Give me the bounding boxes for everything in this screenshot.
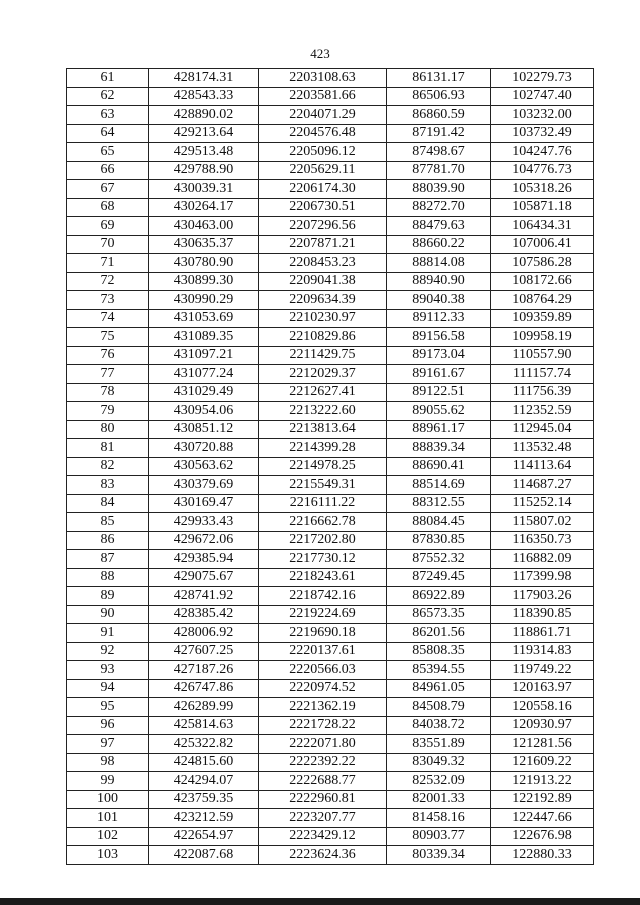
value-a-cell: 425322.82	[149, 735, 259, 754]
value-a-cell: 422087.68	[149, 846, 259, 865]
table-row	[67, 198, 594, 217]
table-row	[67, 235, 594, 254]
value-d-cell: 121281.56	[491, 735, 594, 754]
value-b-cell: 2204576.48	[259, 124, 387, 143]
value-a-cell: 428890.02	[149, 106, 259, 125]
value-a-cell: 429933.43	[149, 513, 259, 532]
value-b-cell: 2214978.25	[259, 457, 387, 476]
value-c-cell: 86131.17	[387, 69, 491, 88]
value-c-cell: 87249.45	[387, 568, 491, 587]
value-d-cell: 102747.40	[491, 87, 594, 106]
value-a-cell: 425814.63	[149, 716, 259, 735]
value-d-cell: 105318.26	[491, 180, 594, 199]
value-c-cell: 86922.89	[387, 587, 491, 606]
value-c-cell: 88940.90	[387, 272, 491, 291]
value-c-cell: 88084.45	[387, 513, 491, 532]
table-row	[67, 809, 594, 828]
value-b-cell: 2213222.60	[259, 402, 387, 421]
value-c-cell: 88961.17	[387, 420, 491, 439]
value-b-cell: 2205096.12	[259, 143, 387, 162]
value-a-cell: 430379.69	[149, 476, 259, 495]
value-c-cell: 88514.69	[387, 476, 491, 495]
value-b-cell: 2203581.66	[259, 87, 387, 106]
value-c-cell: 84508.79	[387, 698, 491, 717]
value-d-cell: 122880.33	[491, 846, 594, 865]
table-row	[67, 753, 594, 772]
index-cell: 86	[67, 531, 149, 550]
value-d-cell: 122447.66	[491, 809, 594, 828]
table-row	[67, 106, 594, 125]
index-cell: 66	[67, 161, 149, 180]
value-d-cell: 111157.74	[491, 365, 594, 384]
value-b-cell: 2213813.64	[259, 420, 387, 439]
table-row	[67, 217, 594, 236]
table-row	[67, 642, 594, 661]
value-a-cell: 429075.67	[149, 568, 259, 587]
value-b-cell: 2216111.22	[259, 494, 387, 513]
index-cell: 95	[67, 698, 149, 717]
table-row	[67, 402, 594, 421]
index-cell: 68	[67, 198, 149, 217]
value-c-cell: 82532.09	[387, 772, 491, 791]
value-c-cell: 89040.38	[387, 291, 491, 310]
value-a-cell: 429788.90	[149, 161, 259, 180]
table-row	[67, 624, 594, 643]
value-c-cell: 89112.33	[387, 309, 491, 328]
index-cell: 75	[67, 328, 149, 347]
value-d-cell: 115807.02	[491, 513, 594, 532]
value-d-cell: 119749.22	[491, 661, 594, 680]
value-d-cell: 118390.85	[491, 605, 594, 624]
table-row	[67, 328, 594, 347]
value-d-cell: 109958.19	[491, 328, 594, 347]
value-b-cell: 2209041.38	[259, 272, 387, 291]
index-cell: 62	[67, 87, 149, 106]
table-row	[67, 790, 594, 809]
table-row	[67, 605, 594, 624]
table-row	[67, 180, 594, 199]
value-d-cell: 103232.00	[491, 106, 594, 125]
value-c-cell: 89161.67	[387, 365, 491, 384]
value-d-cell: 114687.27	[491, 476, 594, 495]
index-cell: 94	[67, 679, 149, 698]
table-body	[67, 69, 594, 865]
table-row	[67, 124, 594, 143]
value-c-cell: 89122.51	[387, 383, 491, 402]
index-cell: 69	[67, 217, 149, 236]
value-b-cell: 2214399.28	[259, 439, 387, 458]
value-b-cell: 2207871.21	[259, 235, 387, 254]
value-a-cell: 430169.47	[149, 494, 259, 513]
value-b-cell: 2220974.52	[259, 679, 387, 698]
value-c-cell: 88839.34	[387, 439, 491, 458]
index-cell: 90	[67, 605, 149, 624]
value-a-cell: 429213.64	[149, 124, 259, 143]
value-b-cell: 2210829.86	[259, 328, 387, 347]
value-b-cell: 2223624.36	[259, 846, 387, 865]
value-d-cell: 121609.22	[491, 753, 594, 772]
index-cell: 63	[67, 106, 149, 125]
value-d-cell: 103732.49	[491, 124, 594, 143]
value-c-cell: 87552.32	[387, 550, 491, 569]
table-row	[67, 679, 594, 698]
value-c-cell: 89055.62	[387, 402, 491, 421]
value-a-cell: 430954.06	[149, 402, 259, 421]
value-d-cell: 106434.31	[491, 217, 594, 236]
value-a-cell: 423212.59	[149, 809, 259, 828]
value-b-cell: 2222688.77	[259, 772, 387, 791]
value-d-cell: 105871.18	[491, 198, 594, 217]
value-d-cell: 122676.98	[491, 827, 594, 846]
value-b-cell: 2222960.81	[259, 790, 387, 809]
value-d-cell: 122192.89	[491, 790, 594, 809]
table-row	[67, 735, 594, 754]
index-cell: 89	[67, 587, 149, 606]
value-a-cell: 431089.35	[149, 328, 259, 347]
value-a-cell: 428543.33	[149, 87, 259, 106]
value-b-cell: 2203108.63	[259, 69, 387, 88]
value-b-cell: 2210230.97	[259, 309, 387, 328]
value-c-cell: 89156.58	[387, 328, 491, 347]
index-cell: 84	[67, 494, 149, 513]
table-row	[67, 346, 594, 365]
value-a-cell: 426289.99	[149, 698, 259, 717]
value-b-cell: 2219224.69	[259, 605, 387, 624]
value-b-cell: 2223429.12	[259, 827, 387, 846]
value-d-cell: 109359.89	[491, 309, 594, 328]
value-d-cell: 120558.16	[491, 698, 594, 717]
data-table	[66, 68, 594, 865]
index-cell: 87	[67, 550, 149, 569]
value-d-cell: 118861.71	[491, 624, 594, 643]
index-cell: 93	[67, 661, 149, 680]
value-a-cell: 430990.29	[149, 291, 259, 310]
value-d-cell: 108764.29	[491, 291, 594, 310]
index-cell: 79	[67, 402, 149, 421]
value-a-cell: 430899.30	[149, 272, 259, 291]
value-a-cell: 431029.49	[149, 383, 259, 402]
value-c-cell: 87498.67	[387, 143, 491, 162]
table-row	[67, 827, 594, 846]
value-b-cell: 2221362.19	[259, 698, 387, 717]
table-row	[67, 476, 594, 495]
index-cell: 74	[67, 309, 149, 328]
value-d-cell: 116882.09	[491, 550, 594, 569]
value-b-cell: 2220566.03	[259, 661, 387, 680]
table-row	[67, 383, 594, 402]
table-row	[67, 309, 594, 328]
value-d-cell: 104247.76	[491, 143, 594, 162]
value-d-cell: 104776.73	[491, 161, 594, 180]
value-c-cell: 87830.85	[387, 531, 491, 550]
table-row	[67, 772, 594, 791]
value-a-cell: 429385.94	[149, 550, 259, 569]
value-c-cell: 86201.56	[387, 624, 491, 643]
value-c-cell: 84038.72	[387, 716, 491, 735]
scan-edge-band	[0, 898, 640, 905]
value-b-cell: 2218243.61	[259, 568, 387, 587]
value-a-cell: 430264.17	[149, 198, 259, 217]
value-b-cell: 2217202.80	[259, 531, 387, 550]
value-c-cell: 80903.77	[387, 827, 491, 846]
value-b-cell: 2207296.56	[259, 217, 387, 236]
index-cell: 100	[67, 790, 149, 809]
table-row	[67, 254, 594, 273]
value-b-cell: 2222071.80	[259, 735, 387, 754]
table-row	[67, 698, 594, 717]
value-b-cell: 2212627.41	[259, 383, 387, 402]
value-a-cell: 430851.12	[149, 420, 259, 439]
index-cell: 78	[67, 383, 149, 402]
value-b-cell: 2205629.11	[259, 161, 387, 180]
table-row	[67, 716, 594, 735]
value-a-cell: 431077.24	[149, 365, 259, 384]
index-cell: 70	[67, 235, 149, 254]
value-d-cell: 120163.97	[491, 679, 594, 698]
value-d-cell: 107006.41	[491, 235, 594, 254]
value-a-cell: 428741.92	[149, 587, 259, 606]
index-cell: 67	[67, 180, 149, 199]
value-b-cell: 2206174.30	[259, 180, 387, 199]
value-b-cell: 2221728.22	[259, 716, 387, 735]
value-a-cell: 428174.31	[149, 69, 259, 88]
table-row	[67, 531, 594, 550]
value-d-cell: 117399.98	[491, 568, 594, 587]
value-a-cell: 430635.37	[149, 235, 259, 254]
index-cell: 99	[67, 772, 149, 791]
index-cell: 82	[67, 457, 149, 476]
value-d-cell: 107586.28	[491, 254, 594, 273]
value-b-cell: 2216662.78	[259, 513, 387, 532]
table-row	[67, 550, 594, 569]
value-a-cell: 429672.06	[149, 531, 259, 550]
value-c-cell: 86860.59	[387, 106, 491, 125]
value-a-cell: 431053.69	[149, 309, 259, 328]
index-cell: 102	[67, 827, 149, 846]
index-cell: 76	[67, 346, 149, 365]
table-row	[67, 568, 594, 587]
table-row	[67, 87, 594, 106]
index-cell: 103	[67, 846, 149, 865]
value-a-cell: 428385.42	[149, 605, 259, 624]
table-row	[67, 846, 594, 865]
value-a-cell: 424294.07	[149, 772, 259, 791]
value-d-cell: 112352.59	[491, 402, 594, 421]
index-cell: 80	[67, 420, 149, 439]
index-cell: 65	[67, 143, 149, 162]
value-d-cell: 115252.14	[491, 494, 594, 513]
value-b-cell: 2206730.51	[259, 198, 387, 217]
value-b-cell: 2208453.23	[259, 254, 387, 273]
value-c-cell: 88272.70	[387, 198, 491, 217]
value-a-cell: 427187.26	[149, 661, 259, 680]
table-row	[67, 457, 594, 476]
value-c-cell: 83551.89	[387, 735, 491, 754]
value-b-cell: 2212029.37	[259, 365, 387, 384]
index-cell: 61	[67, 69, 149, 88]
value-c-cell: 80339.34	[387, 846, 491, 865]
index-cell: 98	[67, 753, 149, 772]
value-c-cell: 89173.04	[387, 346, 491, 365]
value-b-cell: 2204071.29	[259, 106, 387, 125]
value-c-cell: 88479.63	[387, 217, 491, 236]
value-b-cell: 2211429.75	[259, 346, 387, 365]
value-c-cell: 87191.42	[387, 124, 491, 143]
index-cell: 97	[67, 735, 149, 754]
table-row	[67, 661, 594, 680]
value-b-cell: 2215549.31	[259, 476, 387, 495]
value-c-cell: 86506.93	[387, 87, 491, 106]
value-d-cell: 117903.26	[491, 587, 594, 606]
table-row	[67, 143, 594, 162]
value-a-cell: 431097.21	[149, 346, 259, 365]
value-d-cell: 112945.04	[491, 420, 594, 439]
index-cell: 64	[67, 124, 149, 143]
index-cell: 91	[67, 624, 149, 643]
value-a-cell: 429513.48	[149, 143, 259, 162]
value-d-cell: 108172.66	[491, 272, 594, 291]
value-c-cell: 88660.22	[387, 235, 491, 254]
index-cell: 92	[67, 642, 149, 661]
table-row	[67, 272, 594, 291]
value-a-cell: 426747.86	[149, 679, 259, 698]
value-c-cell: 85808.35	[387, 642, 491, 661]
value-c-cell: 88312.55	[387, 494, 491, 513]
value-a-cell: 430039.31	[149, 180, 259, 199]
value-a-cell: 428006.92	[149, 624, 259, 643]
table-row	[67, 587, 594, 606]
value-a-cell: 430463.00	[149, 217, 259, 236]
table-row	[67, 513, 594, 532]
table-row	[67, 494, 594, 513]
table-row	[67, 69, 594, 88]
value-d-cell: 113532.48	[491, 439, 594, 458]
value-b-cell: 2222392.22	[259, 753, 387, 772]
value-a-cell: 430780.90	[149, 254, 259, 273]
value-c-cell: 87781.70	[387, 161, 491, 180]
index-cell: 71	[67, 254, 149, 273]
value-d-cell: 119314.83	[491, 642, 594, 661]
table-row	[67, 365, 594, 384]
value-d-cell: 114113.64	[491, 457, 594, 476]
value-c-cell: 86573.35	[387, 605, 491, 624]
value-a-cell: 430720.88	[149, 439, 259, 458]
table-row	[67, 161, 594, 180]
index-cell: 88	[67, 568, 149, 587]
index-cell: 73	[67, 291, 149, 310]
value-a-cell: 430563.62	[149, 457, 259, 476]
index-cell: 81	[67, 439, 149, 458]
table-row	[67, 420, 594, 439]
value-b-cell: 2220137.61	[259, 642, 387, 661]
value-b-cell: 2219690.18	[259, 624, 387, 643]
value-c-cell: 82001.33	[387, 790, 491, 809]
value-b-cell: 2218742.16	[259, 587, 387, 606]
value-c-cell: 85394.55	[387, 661, 491, 680]
value-c-cell: 88690.41	[387, 457, 491, 476]
value-b-cell: 2223207.77	[259, 809, 387, 828]
value-d-cell: 111756.39	[491, 383, 594, 402]
value-a-cell: 422654.97	[149, 827, 259, 846]
value-c-cell: 88814.08	[387, 254, 491, 273]
table-row	[67, 291, 594, 310]
index-cell: 96	[67, 716, 149, 735]
index-cell: 85	[67, 513, 149, 532]
value-b-cell: 2209634.39	[259, 291, 387, 310]
value-c-cell: 83049.32	[387, 753, 491, 772]
page-number: 423	[310, 46, 330, 61]
value-c-cell: 84961.05	[387, 679, 491, 698]
value-c-cell: 81458.16	[387, 809, 491, 828]
value-c-cell: 88039.90	[387, 180, 491, 199]
value-d-cell: 110557.90	[491, 346, 594, 365]
value-d-cell: 120930.97	[491, 716, 594, 735]
value-a-cell: 427607.25	[149, 642, 259, 661]
index-cell: 83	[67, 476, 149, 495]
index-cell: 77	[67, 365, 149, 384]
index-cell: 72	[67, 272, 149, 291]
value-d-cell: 116350.73	[491, 531, 594, 550]
value-d-cell: 102279.73	[491, 69, 594, 88]
value-b-cell: 2217730.12	[259, 550, 387, 569]
value-a-cell: 424815.60	[149, 753, 259, 772]
value-a-cell: 423759.35	[149, 790, 259, 809]
table-row	[67, 439, 594, 458]
index-cell: 101	[67, 809, 149, 828]
value-d-cell: 121913.22	[491, 772, 594, 791]
